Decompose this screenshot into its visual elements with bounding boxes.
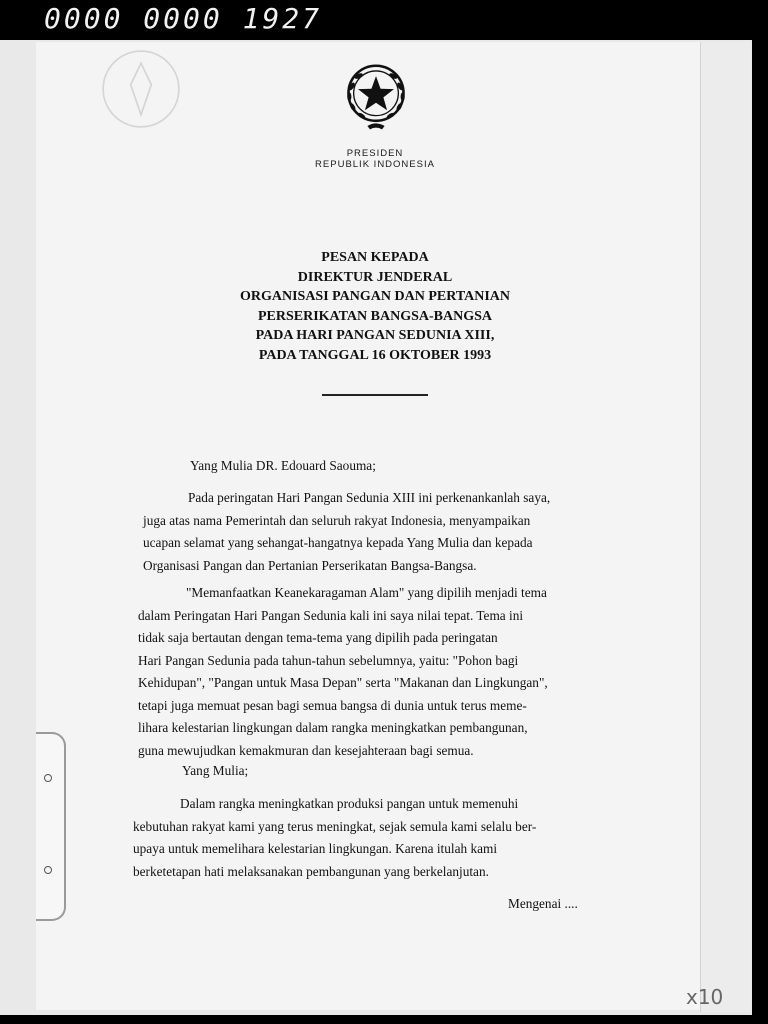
text-line: guna mewujudkan kemakmuran dan kesejahteraan bagi semua. <box>138 742 474 758</box>
text-line: lihara kelestarian lingkungan dalam rangka meningkatkan pembangunan, <box>138 720 528 735</box>
text-line: Hari Pangan Sedunia pada tahun-tahun sebelumnya, yaitu: "Pohon bagi <box>138 652 519 668</box>
binder-tab <box>36 732 66 921</box>
letterhead-line: PRESIDEN <box>346 148 404 159</box>
text-line: tidak saja bertautan dengan tema-tema yang dipilih pada peringatan <box>138 630 498 645</box>
title-line: PESAN KEPADA <box>321 250 429 265</box>
text-line: Pada peringatan Hari Pangan Sedunia XIII ini perkenankanlah saya, <box>188 490 551 505</box>
presidential-seal-icon <box>333 52 419 138</box>
continuation-text: Mengenai .... <box>508 896 578 911</box>
title-line: PADA TANGGAL 16 OKTOBER 1993 <box>258 347 492 363</box>
text-line: "Memanfaatkan Keanekaragaman Alam" yang dipilih menjadi tema <box>186 585 547 600</box>
paragraph-2 <box>138 582 598 762</box>
text-line: upaya untuk memelihara kelestarian lingkungan. Karena itulah kami <box>133 841 498 856</box>
binder-hole <box>44 866 52 874</box>
text-line: Dalam rangka meningkatkan produksi pangan untuk memenuhi <box>180 796 519 811</box>
text-line: juga atas nama Pemerintah dan seluruh rakyat Indonesia, menyampaikan <box>143 512 531 528</box>
text-line: tetapi juga memuat pesan bagi semua bangsa di dunia untuk terus meme- <box>138 697 527 713</box>
title-line: PERSERIKATAN BANGSA-BANGSA <box>257 308 492 324</box>
page-mark: x10 <box>686 985 724 1009</box>
text-line: berketetapan hati melaksanakan pembangunan yang berkelanjutan. <box>133 863 489 879</box>
text-line: dalam Peringatan Hari Pangan Sedunia kali ini saya nilai tepat. Tema ini <box>138 607 524 623</box>
paragraph-1 <box>143 487 598 577</box>
faint-garuda-watermark-icon <box>98 46 184 132</box>
salutation: Yang Mulia; <box>182 763 249 778</box>
text-line: Organisasi Pangan dan Pertanian Perserikatan Bangsa-Bangsa. <box>143 557 477 573</box>
text-line: ucapan selamat yang sehangat-hangatnya kepada Yang Mulia dan kepada <box>143 535 533 550</box>
document-title <box>170 248 580 365</box>
text-line: Kehidupan", "Pangan untuk Masa Depan" serta "Makanan dan Lingkungan", <box>138 675 548 690</box>
binder-hole <box>44 774 52 782</box>
film-frame-code: 0000 0000 1927 <box>44 2 323 35</box>
paragraph-3 <box>133 793 593 883</box>
title-line: ORGANISASI PANGAN DAN PERTANIAN <box>239 289 511 304</box>
underlying-page-edge <box>700 42 751 1012</box>
title-divider <box>322 394 428 396</box>
letterhead <box>290 148 460 170</box>
letterhead-line: REPUBLIK INDONESIA <box>315 159 435 170</box>
title-line: DIREKTUR JENDERAL <box>297 269 453 285</box>
salutation: Yang Mulia DR. Edouard Saouma; <box>190 458 376 473</box>
title-line: PADA HARI PANGAN SEDUNIA XIII, <box>255 328 495 343</box>
text-line: kebutuhan rakyat kami yang terus meningkat, sejak semula kami selalu ber- <box>133 818 537 834</box>
